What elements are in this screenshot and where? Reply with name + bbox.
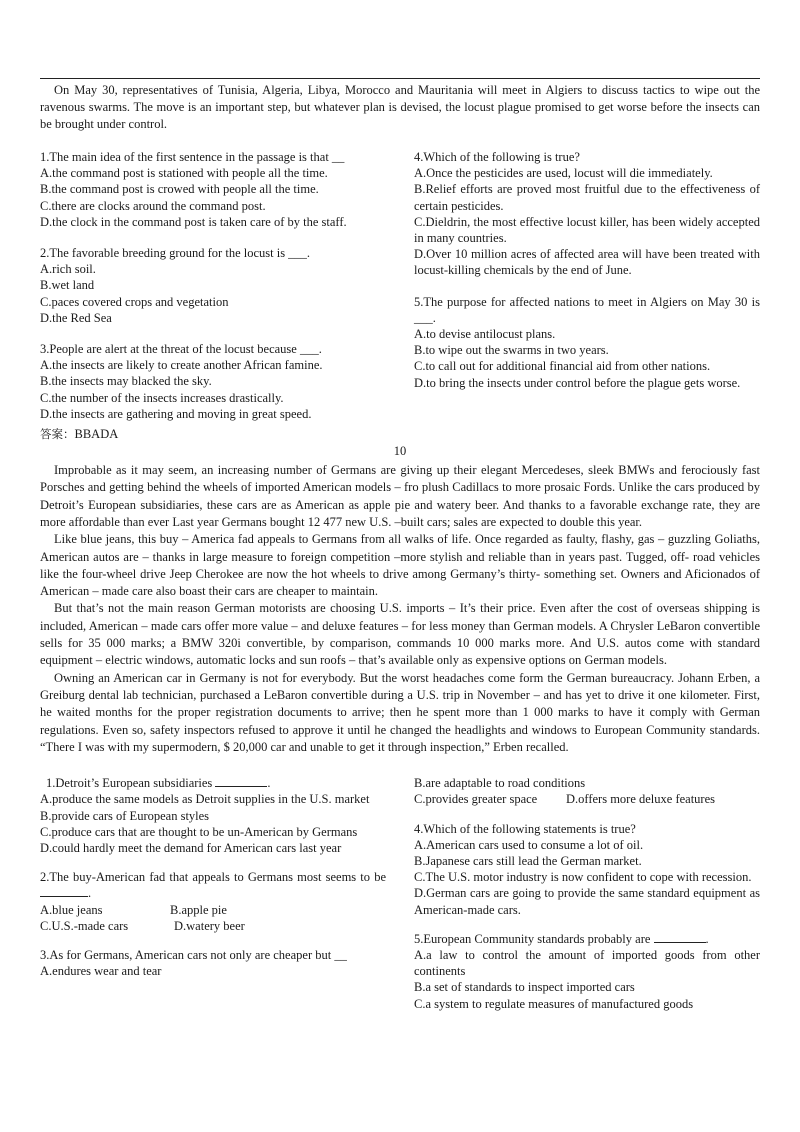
option: D.offers more deluxe features (566, 792, 716, 807)
question-block (40, 775, 386, 856)
question-block (40, 149, 386, 230)
question-stem: 5.European Community standards probably are . (414, 931, 709, 946)
passage2-questions (40, 775, 760, 1025)
passage1-questions-left (40, 149, 386, 442)
passage2 (40, 462, 760, 756)
option: B.to wipe out the swarms in two years. (414, 343, 609, 358)
answer-label: 答案： (40, 427, 75, 442)
option: D.Over 10 million acres of affected area will have been treated with locust-killing chemicals by the end of June. (414, 247, 760, 278)
passage2-questions-right (414, 775, 760, 1025)
option: A.endures wear and tear (40, 964, 162, 979)
option: C.paces covered crops and vegetation (40, 294, 229, 309)
question-block (414, 149, 760, 279)
option: A.American cars used to consume a lot of oil. (414, 837, 644, 852)
option: B.Japanese cars still lead the German market. (414, 853, 642, 868)
option: A.a law to control the amount of imported goods from other continents (414, 947, 760, 979)
answer-blank (40, 885, 88, 897)
question-stem: 1.Detroit’s European subsidiaries . (46, 776, 271, 791)
passage2-questions-left (40, 775, 386, 1025)
question-block (40, 869, 386, 934)
passage1-questions (40, 149, 760, 442)
option: B.the insects may blacked the sky. (40, 374, 212, 389)
option: D.the insects are gathering and moving in great speed. (40, 406, 312, 421)
question-stem: 5.The purpose for affected nations to meet in Algiers on May 30 is ___. (414, 294, 760, 325)
answer-value: BBADA (74, 427, 119, 442)
option: B.the command post is crowed with people all the time. (40, 182, 319, 197)
option: C.there are clocks around the command post. (40, 198, 266, 213)
answer-blank (215, 775, 267, 787)
option: B.Relief efforts are proved most fruitful due to the effectiveness of certain pesticides. (414, 182, 760, 213)
option: B.are adaptable to road conditions (414, 776, 586, 791)
option: A.Once the pesticides are used, locust will die immediately. (414, 166, 713, 181)
question-stem: 4.Which of the following statements is true? (414, 821, 636, 836)
option-row (40, 902, 386, 918)
answer-key (40, 426, 386, 442)
answer-blank (654, 931, 706, 943)
passage1-intro: On May 30, representatives of Tunisia, Algeria, Libya, Morocco and Mauritania will meet in Algiers to discuss tactics to wipe out the ravenous swarms. The move is an important step, but whatever plan is devised, the locust plague promised to get worse before the insects can be brought under control. (40, 83, 760, 131)
option: C.Dieldrin, the most effective locust killer, has been widely accepted in many countries. (414, 214, 760, 246)
option: C.the number of the insects increases drastically. (40, 390, 284, 405)
question-block-continued (414, 775, 760, 807)
question-stem: 3.As for Germans, American cars not only are cheaper but __ (40, 947, 347, 962)
passage2-paragraph: But that’s not the main reason German motorists are choosing U.S. imports – It’s their price. Even after the cost of overseas shipping is included, American – made cars offer more value – and deluxe features – for less money than German models. A Chrysler LeBaron convertible sells for 35 000 marks; a BMW 320i convertible, by comparison, commands 10 000 marks more. And U.S. autos come with standard equipment – electric windows, automatic locks and sun roofs – that’s available only as expensive options on German models. (40, 601, 760, 668)
question-stem-text: 5.European Community standards probably are (414, 931, 651, 946)
option: A.produce the same models as Detroit supplies in the U.S. market (40, 792, 370, 807)
question-block (40, 341, 386, 422)
option: D.watery beer (174, 918, 245, 933)
passage2-paragraph: Like blue jeans, this buy – America fad appeals to Germans from all walks of life. Once regarded as faulty, flashy, gas – guzzling Goliaths, American autos are – thanks in large measure to foreign competition –more stylish and reliable than in years past. Tugged, off- road vehicles like the four-wheel drive Jeep Cherokee are now the hot wheels to drive among Germany’s thirty- something set. Owners and Aficionados of American – made care also boast their cars are cheaper to maintain. (40, 532, 760, 599)
option: A.the insects are likely to create another African famine. (40, 358, 323, 373)
option: C.to call out for additional financial aid from other nations. (414, 359, 711, 374)
option: C.The U.S. motor industry is now confident to cope with recession. (414, 870, 752, 885)
question-stem: 2.The buy-American fad that appeals to Germans most seems to be . (40, 870, 386, 901)
passage2-paragraph: Owning an American car in Germany is not for everybody. But the worst headaches come form the German bureaucracy. Johann Erben, a Greiburg dental lab technician, purchased a LeBaron convertible during a U.S. trip in November – and has yet to drive it one kilometer. First, he waited months for the proper registration documents to arrive; then he spent more than 1 000 marks to have it comply with German regulations. Even so, safety inspectors refused to approve it until he changed the headlights and windows to European Community standards. “There I was with my supermodern, $ 20,000 car and unable to get it through inspection,” Erben recalled. (40, 670, 760, 754)
question-block (414, 821, 760, 918)
passage2-paragraph: Improbable as it may seem, an increasing number of Germans are giving up their elegant Mercedeses, sleek BMWs and ferociously fast Porsches and getting behind the wheels of imported American models – fro plush Cadillacs to more prosaic Fords. Unlike the cars produced by Detroit’s European subsidiaries, these cars are as American as apple pie and watery beer. And thanks to a favorable exchange rate, they are more affordable than ever Last year Germans bought 12 477 new U.S. –built cars; sales are expected to double this year. (40, 463, 760, 529)
question-stem: 1.The main idea of the first sentence in the passage is that __ (40, 150, 345, 164)
option: B.a set of standards to inspect imported cars (414, 980, 635, 995)
question-stem: 3.People are alert at the threat of the locust because ___. (40, 342, 322, 357)
question-block (414, 294, 760, 391)
document-page (40, 78, 760, 1025)
passage1-questions-right (414, 149, 760, 442)
option: A.to devise antilocust plans. (414, 327, 556, 342)
question-stem: 2.The favorable breeding ground for the locust is ___. (40, 246, 311, 261)
option: A.rich soil. (40, 262, 96, 277)
option: D.German cars are going to provide the same standard equipment as American-made cars. (414, 886, 760, 917)
question-block (414, 931, 760, 1012)
option: C.U.S.-made cars (40, 918, 129, 933)
option: C.provides greater space (414, 792, 538, 807)
option: D.could hardly meet the demand for American cars last year (40, 840, 342, 855)
option: D.to bring the insects under control before the plague gets worse. (414, 375, 741, 390)
option: C.produce cars that are thought to be un-American by Germans (40, 824, 358, 839)
option: B.provide cars of European styles (40, 808, 210, 823)
section-number: 10 (393, 444, 407, 459)
option-row (414, 791, 760, 807)
top-rule (40, 78, 760, 79)
option: A.blue jeans (40, 902, 103, 917)
option: D.the clock in the command post is taken care of by the staff. (40, 214, 347, 229)
option: A.the command post is stationed with people all the time. (40, 166, 328, 181)
option-row (40, 918, 386, 934)
option: C.a system to regulate measures of manufactured goods (414, 996, 694, 1011)
question-block (40, 947, 386, 979)
option: B.apple pie (170, 902, 227, 917)
question-block (40, 245, 386, 326)
question-stem-text: 2.The buy-American fad that appeals to Germans most seems to be (40, 870, 386, 885)
option: D.the Red Sea (40, 310, 112, 325)
option: B.wet land (40, 278, 95, 293)
question-stem: 4.Which of the following is true? (414, 150, 580, 164)
question-stem-text: 1.Detroit’s European subsidiaries (46, 776, 213, 791)
